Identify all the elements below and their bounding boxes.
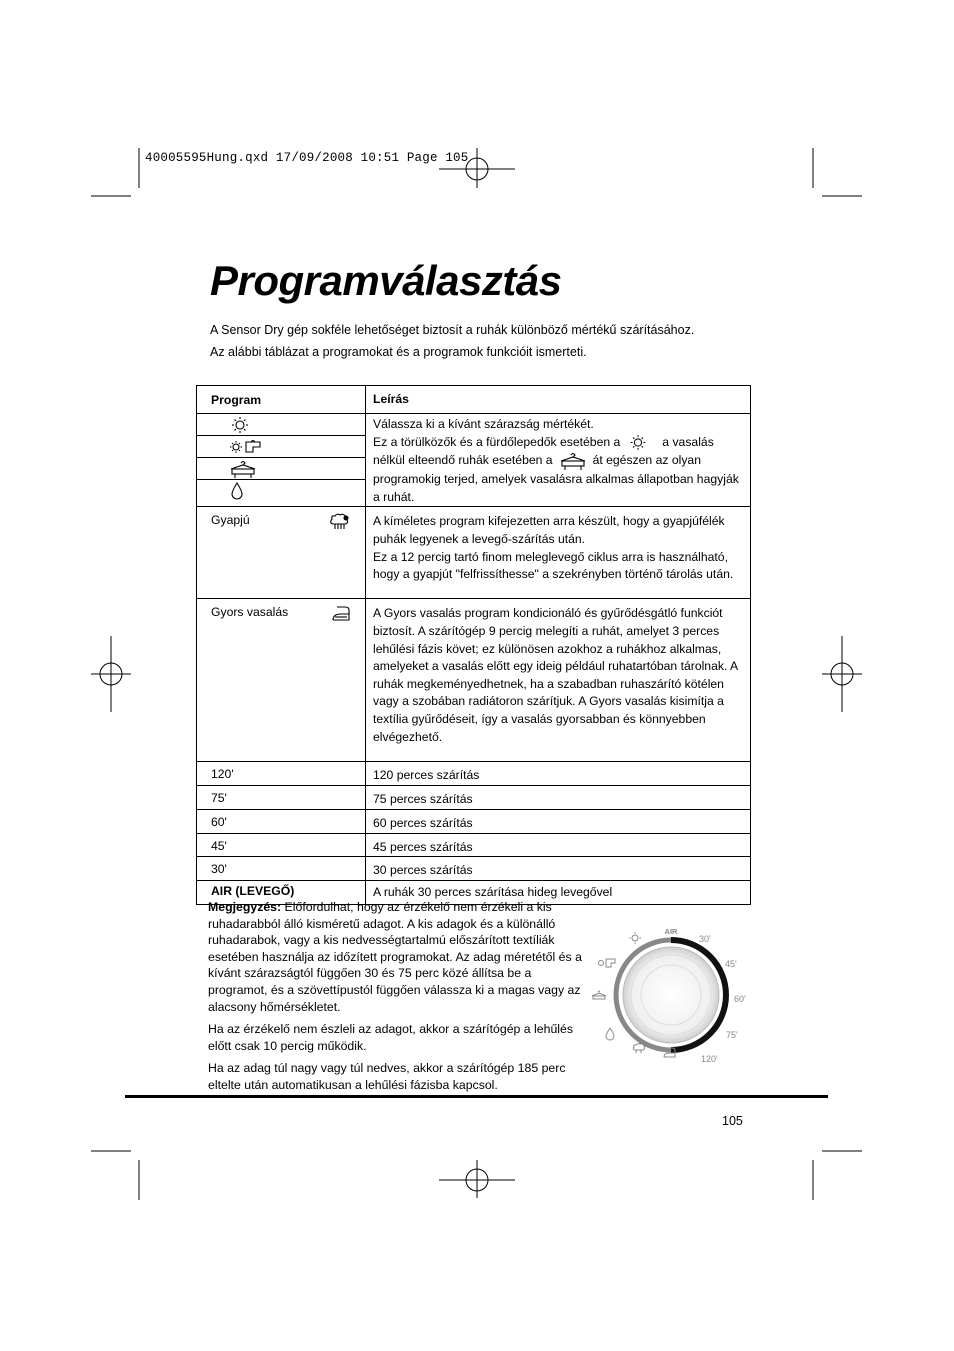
- quick-iron-label: Gyors vasalás: [211, 605, 289, 620]
- hanger-icon: [592, 991, 606, 999]
- dryness-desc-3: nélkül elteendő ruhák esetében a át egészen az olyan: [373, 451, 746, 471]
- table-row-dryness: [197, 414, 751, 507]
- wool-desc-1: A kíméletes program kifejezetten arra készült, hogy a gyapjúfélék: [373, 514, 725, 529]
- sym-drop: [197, 480, 365, 502]
- timed-program-60: 60': [197, 809, 366, 833]
- table-header-row: [197, 386, 751, 414]
- sym-sun-hanger: [197, 436, 365, 458]
- program-dial: [585, 920, 765, 1070]
- sym-hanger: [197, 458, 365, 480]
- program-table: [196, 385, 751, 905]
- wool-label: Gyapjú: [211, 513, 250, 528]
- timed-program-75: 75': [197, 786, 366, 810]
- header-program: Program: [211, 392, 262, 407]
- sym-sun: [197, 414, 365, 436]
- header-description: Leírás: [366, 386, 751, 414]
- dryness-desc-2: Ez a törülközők és a fürdőlepedők esetében a a vasalás: [373, 434, 746, 452]
- dial-label-75: 75': [726, 1030, 738, 1040]
- quick-iron-desc-3: lehűlési fázis követ; ez különösen azokhoz a ruhákhoz alkalmas,: [373, 641, 722, 656]
- timed-desc-75: 75 perces szárítás: [366, 786, 751, 810]
- air-program: AIR (LEVEGŐ): [197, 880, 366, 904]
- table-row: [197, 857, 751, 881]
- quick-iron-desc-4: amelyeket a vasalás előtt egy ideig például ruhatartóban tárolnak. A: [373, 659, 739, 674]
- dial-label-air: AIR: [664, 927, 678, 936]
- page-title: Programválasztás: [210, 257, 562, 304]
- dial-knob[interactable]: [623, 947, 719, 1043]
- table-row: [197, 786, 751, 810]
- table-row-wool: [197, 507, 751, 599]
- sun-icon: [229, 416, 251, 434]
- quick-iron-desc-2: biztosít. A szárítógép 9 percig melegíti a ruhát, amelyet 3 perces: [373, 623, 720, 638]
- timed-desc-120: 120 perces szárítás: [366, 762, 751, 786]
- iron-icon: [329, 605, 351, 623]
- hanger-icon: [559, 451, 587, 471]
- intro-line-2: Az alábbi táblázat a programokat és a programok funkcióit ismerteti.: [210, 345, 587, 359]
- timed-program-120: 120': [197, 762, 366, 786]
- sun-hanger-icon: [599, 959, 616, 967]
- quick-iron-desc-7: textília gyűrődéseit, így a vasalás gyorsabban és könnyebben: [373, 711, 706, 726]
- hanger-icon: [229, 459, 257, 479]
- print-header: 40005595Hung.qxd 17/09/2008 10:51 Page 105: [145, 151, 469, 165]
- quick-iron-desc-1: A Gyors vasalás program kondicionáló és gyűrődésgátló funkciót: [373, 606, 723, 621]
- wool-desc-4: hogy a gyapjút "felfrissíthesse" a szekrényben történő tárolás után.: [373, 567, 734, 582]
- drop-icon: [606, 1028, 614, 1040]
- table-row-quick-iron: [197, 599, 751, 762]
- drop-icon: [229, 481, 245, 501]
- timed-program-45: 45': [197, 833, 366, 857]
- dial-label-60: 60': [734, 994, 746, 1004]
- footer-rule: [125, 1095, 828, 1098]
- sun-icon: [628, 434, 648, 451]
- timed-desc-45: 45 perces szárítás: [366, 833, 751, 857]
- table-row: [197, 762, 751, 786]
- page-number: 105: [722, 1114, 743, 1128]
- note-p2: Ha az érzékelő nem észleli az adagot, akkor a szárítógép a lehűlés előtt csak 10 percig működik.: [208, 1022, 574, 1053]
- dial-label-30: 30': [699, 934, 711, 944]
- sun-hanger-icon: [229, 438, 261, 456]
- sheep-icon: [633, 1044, 645, 1053]
- air-desc: A ruhák 30 perces szárítása hideg levegővel: [366, 880, 751, 904]
- quick-iron-desc-6: vagy a szobában radiátoron szárítjuk. A Gyors vasalás kisimítja a: [373, 694, 724, 709]
- dryness-desc-5: a ruhát.: [373, 489, 415, 504]
- dial-label-120: 120': [701, 1054, 718, 1064]
- wool-desc-2: puhák legyenek a levegő-szárítás után.: [373, 531, 586, 546]
- sun-icon: [629, 932, 641, 944]
- intro-line-1: A Sensor Dry gép sokféle lehetőséget biztosít a ruhák különböző mértékű szárításához.: [210, 323, 695, 337]
- quick-iron-desc-8: elvégezhető.: [373, 729, 443, 744]
- note-label: Megjegyzés:: [208, 900, 282, 914]
- table-row: [197, 809, 751, 833]
- quick-iron-desc-5: ruhák megkeményedhetnek, ha a szabadban ruhaszárító kötélen: [373, 676, 724, 691]
- table-row: [197, 833, 751, 857]
- dial-label-45: 45': [725, 959, 737, 969]
- timed-desc-30: 30 perces szárítás: [366, 857, 751, 881]
- sheep-icon: [327, 513, 351, 531]
- wool-desc-3: Ez a 12 percig tartó finom meleglevegő ciklus arra is használható,: [373, 549, 728, 564]
- timed-desc-60: 60 perces szárítás: [366, 809, 751, 833]
- dryness-desc-4: programokig terjed, amelyek vasalásra alkalmas állapotban hagyják: [373, 472, 739, 487]
- note-p3: Ha az adag túl nagy vagy túl nedves, akkor a szárítógép 185 perc eltelte után automatikusan a lehűlési fázisba kapcsol.: [208, 1061, 566, 1092]
- note: [208, 899, 588, 1100]
- timed-program-30: 30': [197, 857, 366, 881]
- dryness-desc-1: Válassza ki a kívánt szárazság mértékét.: [373, 417, 594, 431]
- note-p1: Megjegyzés: Előfordulhat, hogy az érzékelő nem érzékeli a kis ruhadarabból álló kisméretű adagot. A kis adagok és a különálló ruhadarabok, vagy a kis nedvességtartalmú előszárított textíliák esetében használja az időzített programokat. Az adag méretétől és a kívánt szárazságtól függően 30 és 75 perc közé állítsa be a programot, és a szövettípustól függően válassza ki a magas vagy az alacsony hőmérsékletet.: [208, 900, 582, 1014]
